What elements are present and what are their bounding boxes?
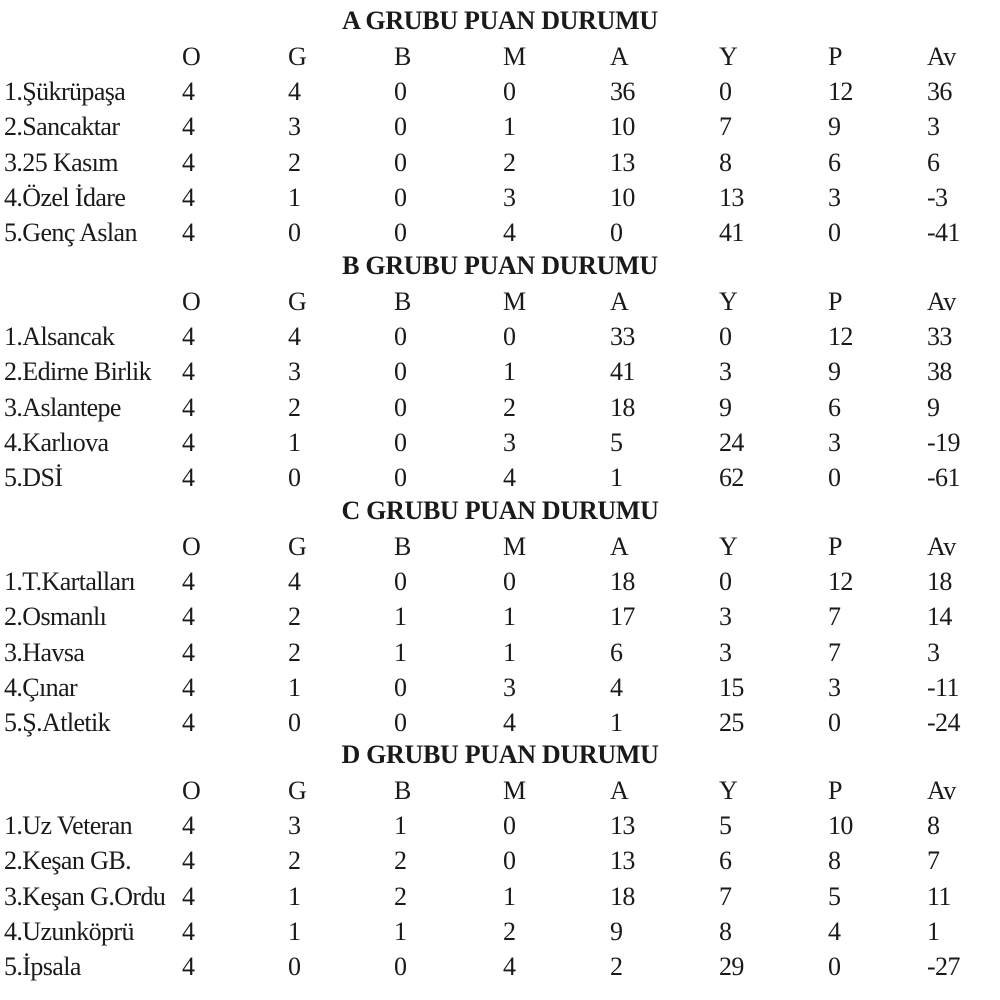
team-name: 1.Alsancak bbox=[4, 322, 115, 352]
team-name: 1.Uz Veteran bbox=[4, 811, 133, 841]
stat-cell: 6 bbox=[828, 147, 841, 177]
table-row bbox=[0, 180, 1000, 216]
stat-cell: 1 bbox=[288, 916, 301, 946]
table-row bbox=[0, 879, 1000, 915]
team-name: 4.Çınar bbox=[4, 672, 78, 702]
stat-cell: 11 bbox=[927, 881, 951, 911]
stat-cell: 4 bbox=[288, 322, 301, 352]
column-header: G bbox=[288, 42, 307, 71]
column-header: P bbox=[828, 776, 842, 805]
stat-cell: 0 bbox=[394, 112, 407, 142]
table-row bbox=[0, 109, 1000, 145]
stat-cell: 0 bbox=[828, 218, 841, 247]
table-row bbox=[0, 460, 1000, 496]
stat-cell: 0 bbox=[719, 567, 732, 597]
team-name: 4.Özel İdare bbox=[4, 182, 126, 212]
stat-cell: 33 bbox=[610, 322, 635, 352]
stat-cell: 6 bbox=[719, 846, 732, 876]
table-row bbox=[0, 145, 1000, 181]
stat-cell: 18 bbox=[927, 567, 952, 597]
stat-cell: 36 bbox=[927, 77, 952, 107]
column-header: A bbox=[610, 532, 629, 561]
stat-cell: 0 bbox=[394, 218, 407, 247]
team-name: 2.Edirne Birlik bbox=[4, 357, 151, 387]
stat-cell: 3 bbox=[288, 811, 301, 841]
stat-cell: 4 bbox=[182, 218, 195, 247]
stat-cell: 14 bbox=[927, 602, 952, 632]
table-row bbox=[0, 319, 1000, 355]
team-name: 5.İpsala bbox=[4, 952, 81, 981]
stat-cell: 2 bbox=[394, 846, 407, 876]
stat-cell: 8 bbox=[927, 811, 940, 841]
column-header: B bbox=[394, 532, 411, 561]
stat-cell: 2 bbox=[288, 392, 301, 422]
stat-cell: 7 bbox=[828, 602, 841, 632]
stat-cell: 0 bbox=[288, 952, 301, 981]
stat-cell: 6 bbox=[927, 147, 940, 177]
column-header: O bbox=[182, 42, 201, 71]
stat-cell: 25 bbox=[719, 708, 744, 737]
stat-cell: 3 bbox=[927, 637, 940, 667]
stat-cell: 2 bbox=[288, 846, 301, 876]
stat-cell: 4 bbox=[182, 112, 195, 142]
stat-cell: 18 bbox=[610, 567, 635, 597]
team-name: 3.25 Kasım bbox=[4, 147, 118, 177]
group-title: B GRUBU PUAN DURUMU bbox=[342, 251, 658, 280]
stat-cell: 12 bbox=[828, 77, 853, 107]
stat-cell: 9 bbox=[719, 392, 732, 422]
stat-cell: 0 bbox=[394, 952, 407, 981]
stat-cell: 2 bbox=[503, 392, 516, 422]
stat-cell: 1 bbox=[927, 916, 940, 946]
stat-cell: 9 bbox=[610, 916, 623, 946]
stat-cell: 3 bbox=[719, 602, 732, 632]
stat-cell: 2 bbox=[288, 637, 301, 667]
column-header: Av bbox=[927, 532, 956, 561]
stat-cell: 41 bbox=[610, 357, 635, 387]
stat-cell: 5 bbox=[828, 881, 841, 911]
stat-cell: 1 bbox=[394, 811, 407, 841]
column-header: P bbox=[828, 42, 842, 71]
group-title: A GRUBU PUAN DURUMU bbox=[342, 6, 658, 35]
column-header: A bbox=[610, 287, 629, 316]
stat-cell: 0 bbox=[394, 427, 407, 457]
stat-cell: 4 bbox=[182, 182, 195, 212]
column-header: P bbox=[828, 532, 842, 561]
stat-cell: 1 bbox=[503, 637, 516, 667]
team-name: 4.Uzunköprü bbox=[4, 916, 134, 946]
stat-cell: -11 bbox=[927, 672, 959, 702]
column-header-row bbox=[0, 529, 1000, 565]
column-header: B bbox=[394, 776, 411, 805]
column-header: B bbox=[394, 287, 411, 316]
stat-cell: 5 bbox=[610, 427, 623, 457]
column-header: P bbox=[828, 287, 842, 316]
stat-cell: 2 bbox=[503, 916, 516, 946]
table-row bbox=[0, 74, 1000, 110]
stat-cell: 15 bbox=[719, 672, 744, 702]
stat-cell: 3 bbox=[828, 182, 841, 212]
stat-cell: 3 bbox=[288, 357, 301, 387]
stat-cell: 4 bbox=[288, 77, 301, 107]
stat-cell: -19 bbox=[927, 427, 960, 457]
column-header: M bbox=[503, 287, 526, 316]
stat-cell: 6 bbox=[828, 392, 841, 422]
stat-cell: 3 bbox=[503, 427, 516, 457]
stat-cell: 4 bbox=[182, 463, 195, 492]
stat-cell: 5 bbox=[719, 811, 732, 841]
table-row bbox=[0, 599, 1000, 635]
stat-cell: 3 bbox=[719, 357, 732, 387]
stat-cell: 0 bbox=[394, 567, 407, 597]
table-row bbox=[0, 949, 1000, 985]
stat-cell: 4 bbox=[182, 708, 195, 737]
team-name: 5.Ş.Atletik bbox=[4, 708, 111, 737]
column-header: Av bbox=[927, 287, 956, 316]
stat-cell: -3 bbox=[927, 182, 948, 212]
stat-cell: 13 bbox=[610, 147, 635, 177]
stat-cell: 8 bbox=[719, 147, 732, 177]
stat-cell: 0 bbox=[394, 708, 407, 737]
stat-cell: 29 bbox=[719, 952, 744, 981]
team-name: 2.Osmanlı bbox=[4, 602, 107, 632]
stat-cell: 10 bbox=[610, 182, 635, 212]
stat-cell: 1 bbox=[288, 672, 301, 702]
stat-cell: 0 bbox=[288, 218, 301, 247]
stat-cell: 4 bbox=[182, 427, 195, 457]
stat-cell: 3 bbox=[927, 112, 940, 142]
stat-cell: 0 bbox=[719, 322, 732, 352]
stat-cell: 3 bbox=[503, 182, 516, 212]
column-header: O bbox=[182, 776, 201, 805]
stat-cell: 1 bbox=[394, 916, 407, 946]
column-header: Av bbox=[927, 776, 956, 805]
stat-cell: 12 bbox=[828, 567, 853, 597]
stat-cell: 0 bbox=[610, 218, 623, 247]
stat-cell: 10 bbox=[828, 811, 853, 841]
stat-cell: 2 bbox=[394, 881, 407, 911]
stat-cell: 3 bbox=[828, 427, 841, 457]
stat-cell: 4 bbox=[182, 392, 195, 422]
stat-cell: 0 bbox=[394, 463, 407, 492]
column-header: Av bbox=[927, 42, 956, 71]
stat-cell: 1 bbox=[288, 881, 301, 911]
team-name: 4.Karlıova bbox=[4, 427, 109, 457]
team-name: 2.Sancaktar bbox=[4, 112, 120, 142]
stat-cell: 2 bbox=[288, 147, 301, 177]
stat-cell: -61 bbox=[927, 463, 960, 492]
column-header: A bbox=[610, 42, 629, 71]
stat-cell: 4 bbox=[182, 637, 195, 667]
stat-cell: 24 bbox=[719, 427, 744, 457]
stat-cell: 13 bbox=[610, 811, 635, 841]
column-header: Y bbox=[719, 776, 738, 805]
column-header: Y bbox=[719, 42, 738, 71]
team-name: 3.Keşan G.Ordu bbox=[4, 881, 166, 911]
team-name: 2.Keşan GB. bbox=[4, 846, 131, 876]
table-row bbox=[0, 705, 1000, 741]
stat-cell: 36 bbox=[610, 77, 635, 107]
table-row bbox=[0, 808, 1000, 844]
stat-cell: 1 bbox=[610, 463, 623, 492]
stat-cell: 12 bbox=[828, 322, 853, 352]
team-name: 3.Aslantepe bbox=[4, 392, 121, 422]
stat-cell: 62 bbox=[719, 463, 744, 492]
stat-cell: 0 bbox=[503, 846, 516, 876]
stat-cell: 4 bbox=[182, 322, 195, 352]
stat-cell: 8 bbox=[828, 846, 841, 876]
stat-cell: 1 bbox=[610, 708, 623, 737]
stat-cell: 1 bbox=[288, 427, 301, 457]
column-header: B bbox=[394, 42, 411, 71]
stat-cell: 2 bbox=[503, 147, 516, 177]
stat-cell: 0 bbox=[828, 708, 841, 737]
stat-cell: 4 bbox=[610, 672, 623, 702]
team-name: 5.Genç Aslan bbox=[4, 218, 137, 247]
stat-cell: 13 bbox=[719, 182, 744, 212]
stat-cell: 4 bbox=[182, 77, 195, 107]
team-name: 3.Havsa bbox=[4, 637, 85, 667]
stat-cell: 0 bbox=[394, 392, 407, 422]
stat-cell: 1 bbox=[394, 602, 407, 632]
stat-cell: 9 bbox=[927, 392, 940, 422]
group-title: D GRUBU PUAN DURUMU bbox=[341, 740, 659, 769]
team-name: 1.T.Kartalları bbox=[4, 567, 136, 597]
stat-cell: 4 bbox=[503, 218, 516, 247]
table-row bbox=[0, 215, 1000, 251]
stat-cell: 3 bbox=[719, 637, 732, 667]
stat-cell: 4 bbox=[503, 952, 516, 981]
table-row bbox=[0, 635, 1000, 671]
column-header: G bbox=[288, 287, 307, 316]
table-row bbox=[0, 425, 1000, 461]
stat-cell: 1 bbox=[394, 637, 407, 667]
stat-cell: 0 bbox=[394, 322, 407, 352]
column-header: M bbox=[503, 42, 526, 71]
column-header: Y bbox=[719, 532, 738, 561]
stat-cell: 10 bbox=[610, 112, 635, 142]
stat-cell: 4 bbox=[182, 846, 195, 876]
stat-cell: 4 bbox=[182, 916, 195, 946]
column-header-row bbox=[0, 39, 1000, 75]
column-header-row bbox=[0, 284, 1000, 320]
stat-cell: 7 bbox=[719, 112, 732, 142]
column-header: M bbox=[503, 776, 526, 805]
stat-cell: 7 bbox=[927, 846, 940, 876]
table-row bbox=[0, 390, 1000, 426]
stat-cell: 4 bbox=[828, 916, 841, 946]
stat-cell: 18 bbox=[610, 392, 635, 422]
stat-cell: 4 bbox=[182, 567, 195, 597]
stat-cell: 1 bbox=[503, 357, 516, 387]
stat-cell: 4 bbox=[182, 811, 195, 841]
stat-cell: 4 bbox=[182, 147, 195, 177]
stat-cell: 0 bbox=[394, 672, 407, 702]
stat-cell: 2 bbox=[288, 602, 301, 632]
column-header: M bbox=[503, 532, 526, 561]
table-row bbox=[0, 354, 1000, 390]
stat-cell: 0 bbox=[503, 567, 516, 597]
stat-cell: -27 bbox=[927, 952, 960, 981]
stat-cell: 1 bbox=[288, 182, 301, 212]
stat-cell: 9 bbox=[828, 357, 841, 387]
stat-cell: 9 bbox=[828, 112, 841, 142]
stat-cell: 38 bbox=[927, 357, 952, 387]
column-header: G bbox=[288, 532, 307, 561]
stat-cell: 7 bbox=[719, 881, 732, 911]
stat-cell: 4 bbox=[182, 952, 195, 981]
team-name: 5.DSİ bbox=[4, 463, 63, 492]
stat-cell: 1 bbox=[503, 602, 516, 632]
stat-cell: 41 bbox=[719, 218, 744, 247]
column-header-row bbox=[0, 773, 1000, 809]
column-header: A bbox=[610, 776, 629, 805]
table-row bbox=[0, 843, 1000, 879]
stat-cell: 0 bbox=[288, 463, 301, 492]
stat-cell: 7 bbox=[828, 637, 841, 667]
stat-cell: 4 bbox=[503, 463, 516, 492]
stat-cell: 6 bbox=[610, 637, 623, 667]
column-header: G bbox=[288, 776, 307, 805]
stat-cell: 0 bbox=[828, 463, 841, 492]
column-header: Y bbox=[719, 287, 738, 316]
stat-cell: 0 bbox=[288, 708, 301, 737]
stat-cell: 0 bbox=[394, 77, 407, 107]
column-header: O bbox=[182, 532, 201, 561]
stat-cell: 3 bbox=[503, 672, 516, 702]
stat-cell: 0 bbox=[394, 357, 407, 387]
group-title: C GRUBU PUAN DURUMU bbox=[341, 496, 659, 525]
stat-cell: 13 bbox=[610, 846, 635, 876]
stat-cell: 4 bbox=[182, 357, 195, 387]
stat-cell: -41 bbox=[927, 218, 960, 247]
stat-cell: -24 bbox=[927, 708, 960, 737]
stat-cell: 2 bbox=[610, 952, 623, 981]
stat-cell: 0 bbox=[719, 77, 732, 107]
stat-cell: 4 bbox=[503, 708, 516, 737]
stat-cell: 33 bbox=[927, 322, 952, 352]
table-row bbox=[0, 914, 1000, 950]
stat-cell: 0 bbox=[503, 322, 516, 352]
table-row bbox=[0, 670, 1000, 706]
stat-cell: 4 bbox=[288, 567, 301, 597]
stat-cell: 4 bbox=[182, 881, 195, 911]
stat-cell: 0 bbox=[503, 811, 516, 841]
stat-cell: 8 bbox=[719, 916, 732, 946]
stat-cell: 0 bbox=[503, 77, 516, 107]
stat-cell: 17 bbox=[610, 602, 635, 632]
stat-cell: 3 bbox=[288, 112, 301, 142]
stat-cell: 0 bbox=[828, 952, 841, 981]
stat-cell: 3 bbox=[828, 672, 841, 702]
stat-cell: 1 bbox=[503, 881, 516, 911]
table-row bbox=[0, 564, 1000, 600]
stat-cell: 0 bbox=[394, 147, 407, 177]
column-header: O bbox=[182, 287, 201, 316]
stat-cell: 4 bbox=[182, 602, 195, 632]
stat-cell: 0 bbox=[394, 182, 407, 212]
stat-cell: 18 bbox=[610, 881, 635, 911]
team-name: 1.Şükrüpaşa bbox=[4, 77, 126, 107]
stat-cell: 4 bbox=[182, 672, 195, 702]
stat-cell: 1 bbox=[503, 112, 516, 142]
